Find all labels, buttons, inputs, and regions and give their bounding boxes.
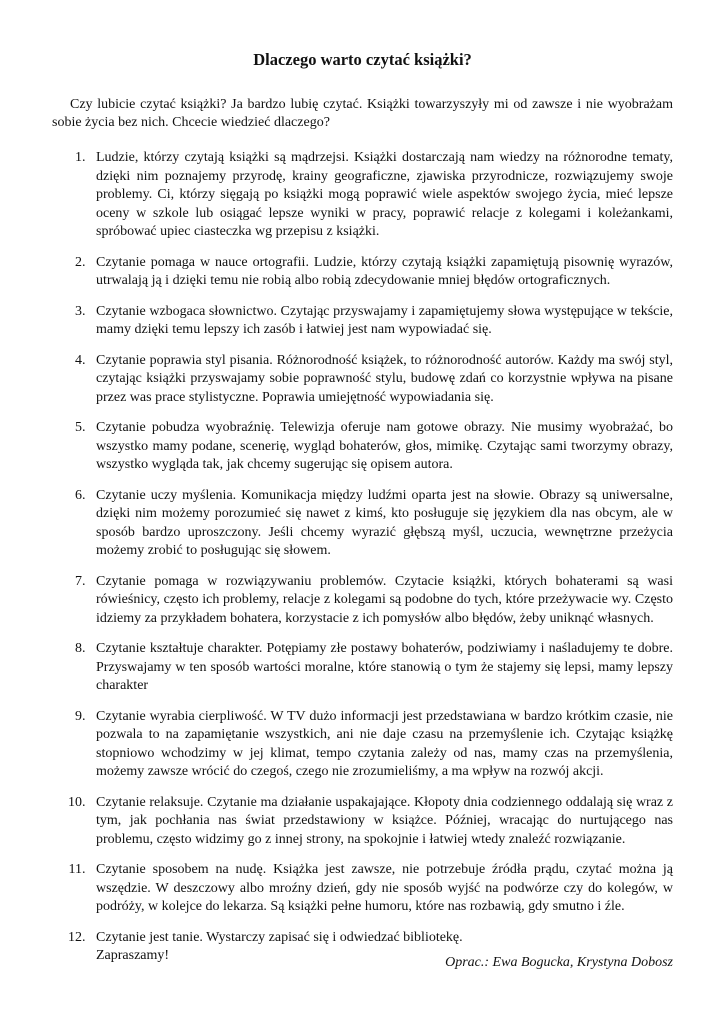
list-item-text: Czytanie kształtuje charakter. Potępiamy złe postawy bohaterów, podziwiamy i naśladujemy te dobre. Przyswajamy w ten sposób wartości moralne, które stanowią o tym że stajemy się lepsi, mamy lepszy charakter: [96, 641, 673, 693]
list-item: [52, 487, 673, 561]
list-item-number: 11.: [68, 862, 86, 877]
list-item-number: 7.: [75, 573, 86, 589]
list-item-number: 9.: [75, 708, 86, 724]
list-item-text: Czytanie pomaga w rozwiązywaniu problemów. Czytacie książki, których bohaterami są wasi rówieśnicy, często ich problemy, relacje z kolegami są podobne do tych, które przeżywacie wy. Często idziemy za przykładem bohatera, korzystacie z ich pomysłów albo błędów, żeby uniknąć własnych.: [96, 573, 673, 626]
reasons-list: [52, 149, 673, 966]
list-item: [52, 861, 673, 917]
list-item-text: Czytanie pobudza wyobraźnię. Telewizja oferuje nam gotowe obrazy. Nie musimy wyobrażać, bo wszystko mamy podane, scenerię, wygląd bohaterów, głos, mimikę. Czytając sami tworzymy obrazy, wszystko wygląda tak, jak chcemy sugerując się opisem autora.: [96, 420, 673, 472]
list-item-text: Czytanie relaksuje. Czytanie ma działanie uspakajające. Kłopoty dnia codziennego oddalają się wraz z tym, jak pochłania nas świat przedstawiony w książce. Później, wracając do nurtującego nas problemu, często widzimy go z innej strony, na spokojnie i łatwiej wtedy znaleźć rozwiązanie.: [96, 794, 673, 847]
list-item-number: 1.: [75, 150, 86, 165]
author-signature: Oprac.: Ewa Bogucka, Krystyna Dobosz: [445, 955, 673, 970]
list-item-text: Czytanie poprawia styl pisania. Różnorodność książek, to różnorodność autorów. Każdy ma swój styl, czytając książki przyswajamy sobie poprawność stylu, budowę zdań co korzystnie wpływa na pisane przez was prace stylistyczne. Poprawia umiejętność wypowiadania się.: [96, 352, 673, 405]
list-item: [52, 352, 673, 408]
list-item-number: 8.: [75, 641, 86, 656]
document-title: Dlaczego warto czytać książki?: [253, 50, 472, 69]
list-item-number: 10.: [68, 794, 86, 810]
list-item-number: 3.: [75, 303, 86, 319]
list-item: [52, 573, 673, 629]
closing-invitation: Zapraszamy!: [96, 948, 170, 963]
list-item-number: 12.: [68, 929, 86, 945]
list-item-number: 5.: [75, 420, 86, 435]
list-item-text: Czytanie jest tanie. Wystarczy zapisać się i odwiedzać bibliotekę.: [96, 929, 463, 945]
list-item: [52, 794, 673, 850]
list-item: [52, 254, 673, 291]
list-item-number: 2.: [75, 254, 86, 270]
list-item-number: 6.: [75, 487, 86, 503]
list-item-text: Czytanie pomaga w nauce ortografii. Ludzie, którzy czytają książki zapamiętują pisownię wyrazów, utrwalają ją i dzięki temu nie robią albo robią zdecydowanie mniej błędów ortograficznych.: [96, 254, 673, 288]
list-item-text: Czytanie uczy myślenia. Komunikacja między ludźmi oparta jest na słowie. Obrazy są uniwersalne, dzięki nim możemy porozumieć się nawet z kimś, kto posługuje się językiem dla nas obcym, ale w sposób bardzo uproszczony. Jeśli chcemy wyrazić głębszą myśl, uczucia, wewnętrzne przeżycia możemy zrobić to posługując się słowem.: [96, 487, 673, 558]
list-item: [52, 303, 673, 340]
list-item-text: Czytanie wyrabia cierpliwość. W TV dużo informacji jest przedstawiana w bardzo krótkim czasie, nie pozwala to na zapamiętanie wszystkich, ani nie daje czasu na przemyślenie ich. Czytając książkę stopniowo wchodzimy w jej klimat, tempo czytania zależy od nas, mamy czas na przemyślenia, możemy zawsze wrócić do czegoś, czego nie zrozumieliśmy, a ma wpływ na rozwój akcji.: [96, 708, 673, 779]
intro-paragraph: Czy lubicie czytać książki? Ja bardzo lubię czytać. Książki towarzyszyły mi od zawsze i nie wyobrażam sobie życia bez nich. Chcecie wiedzieć dlaczego?: [52, 97, 673, 130]
list-item-text: Ludzie, którzy czytają książki są mądrzejsi. Książki dostarczają nam wiedzy na różnorodne tematy, dzięki nim poznajemy przyrodę, krainy geograficzne, zjawiska przyrodnicze, rozwiązujemy swoje problemy. Ci, którzy sięgają po książki mogą poprawić wiele aspektów swojego życia, mieć lepsze oceny w szkole lub osiągać lepsze wyniki w pracy, poprawić relacje z kolegami i koleżankami, spróbować upiec ciasteczka wg przepisu z książki.: [96, 150, 673, 239]
list-item-text: Czytanie sposobem na nudę. Książka jest zawsze, nie potrzebuje źródła prądu, czytać można ją wszędzie. W deszczowy albo mroźny dzień, gdy nie sposób wyjść na podwórze czy do kolegów, w podróży, w kolejce do lekarza. Są książki pełne humoru, które nas rozbawią, gdy smutno i źle.: [96, 862, 673, 914]
list-item-number: 4.: [75, 352, 86, 368]
list-item: [52, 708, 673, 782]
list-item: [52, 640, 673, 696]
list-item: [52, 149, 673, 242]
list-item-text: Czytanie wzbogaca słownictwo. Czytając przyswajamy i zapamiętujemy słowa występujące w tekście, mamy dzięki temu lepszy ich zasób i łatwiej jest nam wypowiadać się.: [96, 303, 673, 337]
list-item: [52, 419, 673, 475]
